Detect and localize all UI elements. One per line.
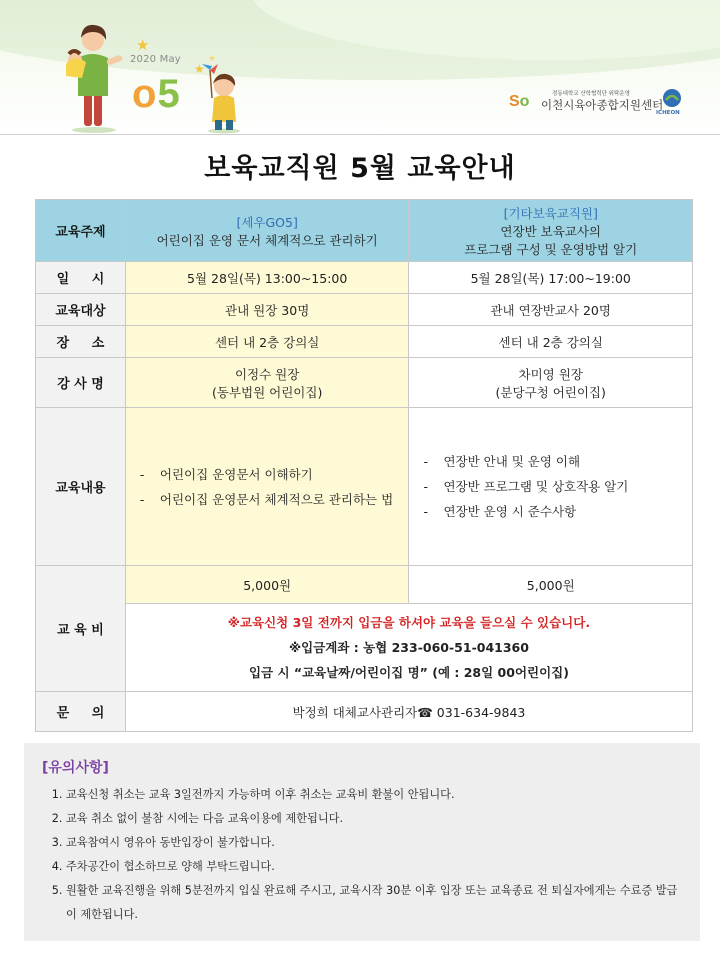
banner-divider: [0, 134, 720, 135]
notes-box: [24, 743, 700, 941]
topic-cell-1: [125, 200, 409, 262]
table-row-content: [36, 408, 693, 566]
content-cell-2: [409, 408, 693, 566]
fee-cell-1: 5,000원: [125, 566, 409, 604]
lecturer-1-name: 이정수 원장: [234, 366, 300, 382]
star-icon: ★: [136, 36, 150, 54]
list-item: - 연장반 안내 및 운영 이해: [423, 449, 678, 474]
topic-cell-2: [409, 200, 693, 262]
row-label-target: 교육대상: [36, 294, 126, 326]
topic-2-tag: [기타보육교직원]: [503, 205, 598, 221]
list-item: 1. 교육신청 취소는 교육 3일전까지 가능하며 이후 취소는 교육비 환불이 안됩니다.: [66, 783, 682, 807]
list-item: - 연장반 프로그램 및 상호작용 알기: [423, 474, 678, 499]
center-logo-mark: So: [509, 93, 530, 110]
table-row-fee: [36, 566, 693, 604]
list-item: 2. 교육 취소 없이 불참 시에는 다음 교육이용에 제한됩니다.: [66, 807, 682, 831]
row-label-place: 장 소: [36, 326, 126, 358]
lecturer-cell-2: [409, 358, 693, 408]
fee-notice-cell: [125, 604, 692, 692]
list-item: - 연장반 운영 시 준수사항: [423, 499, 678, 524]
target-cell-2: 관내 연장반교사 20명: [409, 294, 693, 326]
table-row-topic: [36, 200, 693, 262]
list-item: - 어린이집 운영문서 체계적으로 관리하는 법: [140, 487, 395, 512]
logo-subtitle: 경동대학교 산학협력단 위탁운영: [552, 91, 630, 97]
table-row-place: [36, 326, 693, 358]
table-row-date: [36, 262, 693, 294]
table-row-contact: [36, 692, 693, 732]
fee-deadline-notice: ※교육신청 3일 전까지 입금을 하셔야 교육을 들으실 수 있습니다.: [227, 615, 591, 630]
star-icon: ★: [208, 54, 217, 64]
list-item: - 어린이집 운영문서 이해하기: [140, 462, 395, 487]
fee-deposit-rule: 입금 시 “교육날짜/어린이집 명” (예 : 28일 00어린이집): [248, 665, 569, 680]
row-label-date: 일 시: [36, 262, 126, 294]
fee-account: ※입금계좌 : 농협 233-060-51-041360: [288, 640, 529, 655]
lecturer-1-org: (동부법원 어린이집): [212, 384, 323, 400]
page-title: 보육교직원 5월 교육안내: [204, 153, 516, 184]
table-row-lecturer: [36, 358, 693, 408]
child-illustration: [200, 62, 252, 134]
fee-cell-2: 5,000원: [409, 566, 693, 604]
topic-2-line1: 연장반 보육교사의: [500, 223, 601, 239]
date-cell-1: 5월 28일(목) 13:00~15:00: [125, 262, 409, 294]
row-label-topic: 교육주제: [36, 200, 126, 262]
icheon-logo-icon: [662, 88, 682, 108]
row-label-content: 교육내용: [36, 408, 126, 566]
star-icon: ★: [194, 62, 205, 76]
list-item: 3. 교육참여시 영유아 동반입장이 불가합니다.: [66, 831, 682, 855]
list-item: 4. 주차공간이 협소하므로 양해 부탁드립니다.: [66, 855, 682, 879]
notes-list: [52, 783, 682, 927]
topic-2-line2: 프로그램 구성 및 운영방법 알기: [464, 241, 638, 257]
center-name: 이천시육아종합지원센터: [541, 98, 664, 112]
place-cell-2: 센터 내 2층 강의실: [409, 326, 693, 358]
education-table: [35, 199, 693, 732]
contact-cell: 박정희 대체교사관리자☎ 031-634-9843: [125, 692, 692, 732]
content-list-1: [126, 462, 409, 512]
icheon-logo-text: ICHEON: [656, 110, 680, 116]
family-illustration: [52, 14, 132, 134]
table-row-target: [36, 294, 693, 326]
content-list-2: [409, 449, 692, 524]
row-label-fee: 교 육 비: [36, 566, 126, 692]
banner-month: o5: [132, 72, 181, 116]
topic-1-tag: [세우GO5]: [236, 214, 298, 230]
lecturer-2-org: (분당구청 어린이집): [495, 384, 606, 400]
list-item: 5. 원활한 교육진행을 위해 5분전까지 입실 완료해 주시고, 교육시작 30분 이후 입장 또는 교육종료 전 퇴실자에게는 수료증 발급이 제한됩니다.: [66, 879, 682, 927]
date-cell-2: 5월 28일(목) 17:00~19:00: [409, 262, 693, 294]
row-label-contact: 문 의: [36, 692, 126, 732]
header-banner: [0, 0, 720, 135]
place-cell-1: 센터 내 2층 강의실: [125, 326, 409, 358]
lecturer-cell-1: [125, 358, 409, 408]
topic-1-text: 어린이집 운영 문서 체계적으로 관리하기: [156, 232, 378, 248]
banner-year: 2020 May: [130, 54, 181, 65]
target-cell-1: 관내 원장 30명: [125, 294, 409, 326]
row-label-lecturer: 강 사 명: [36, 358, 126, 408]
lecturer-2-name: 차미영 원장: [518, 366, 583, 382]
table-row-fee-notice: [36, 604, 693, 692]
content-cell-1: [125, 408, 409, 566]
notes-title: [유의사항]: [42, 760, 109, 776]
